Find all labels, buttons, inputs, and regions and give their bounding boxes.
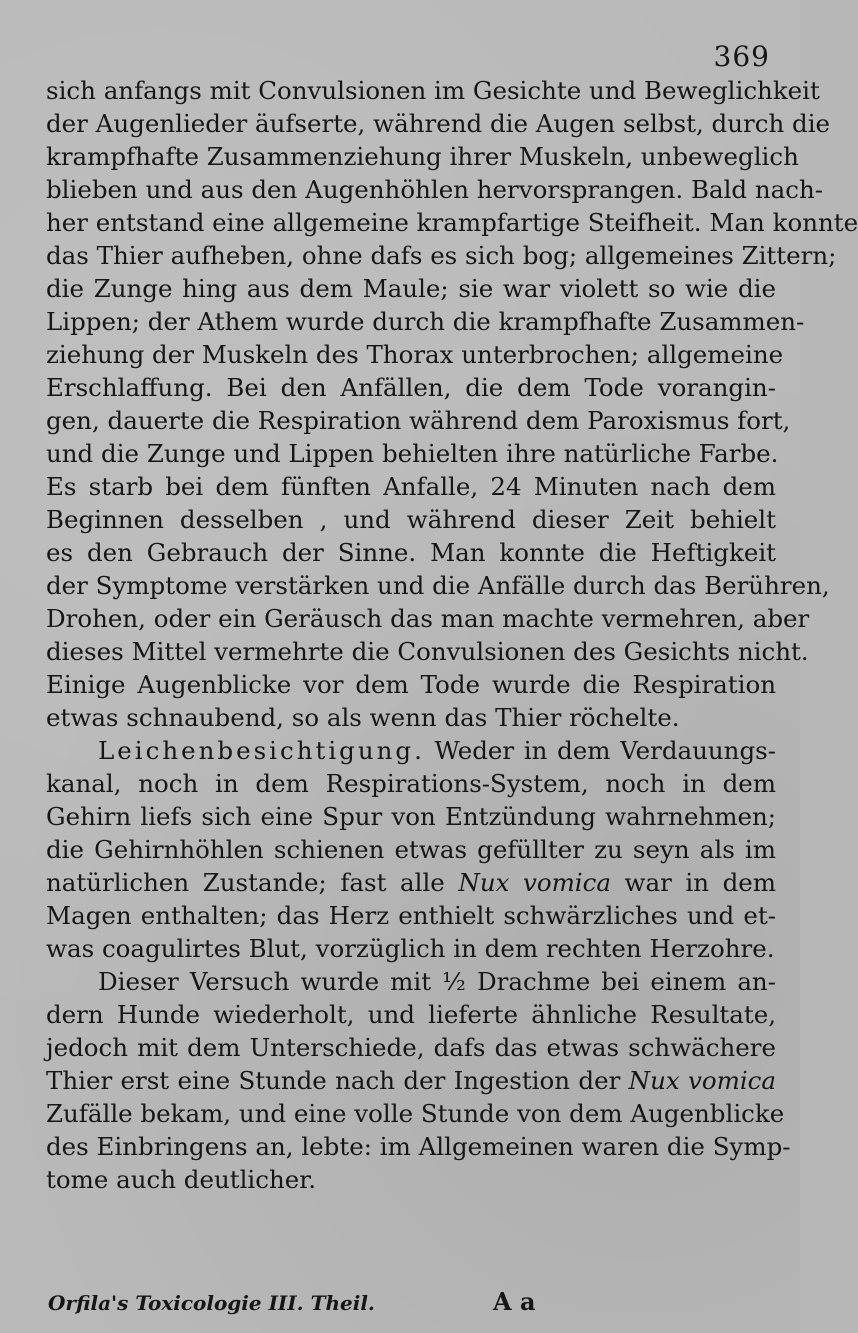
text-line: Erschlaffung. Bei den Anfällen, die dem Tode vorangin- xyxy=(46,373,776,402)
text-line: her entstand eine allgemeine krampfartige Steifheit. Man konnte xyxy=(46,208,858,237)
italic-term: Nux vomica xyxy=(458,868,611,897)
section-heading: Leichenbesichtigung. xyxy=(98,736,425,765)
text-line: Magen enthalten; das Herz enthielt schwärzliches und et- xyxy=(46,901,776,930)
text-fragment: Thier erst eine Stunde nach der Ingestion der xyxy=(46,1066,629,1095)
text-line xyxy=(46,1064,776,1097)
text-line: die Zunge hing aus dem Maule; sie war violett so wie die xyxy=(46,274,776,303)
text-line: blieben und aus den Augenhöhlen hervorsprangen. Bald nach- xyxy=(46,175,824,204)
italic-term: Nux vomica xyxy=(628,1066,776,1095)
text-fragment: Weder in dem Verdauungs- xyxy=(424,736,776,765)
page-number: 369 xyxy=(713,40,770,73)
body-text xyxy=(46,74,858,1196)
text-fragment: war in dem xyxy=(610,868,776,897)
page-footer xyxy=(48,1283,748,1323)
text-line: die Gehirnhöhlen schienen etwas gefüllter zu seyn als im xyxy=(46,835,776,864)
text-line: Drohen, oder ein Geräusch das man machte vermehren, aber xyxy=(46,604,810,633)
text-line: und die Zunge und Lippen behielten ihre natürliche Farbe. xyxy=(46,439,779,468)
text-line: was coagulirtes Blut, vorzüglich in dem rechten Herzohre. xyxy=(46,934,775,963)
text-line: Einige Augenblicke vor dem Tode wurde die Respiration xyxy=(46,670,776,699)
text-line: Zufälle bekam, und eine volle Stunde von dem Augenblicke xyxy=(46,1099,785,1128)
text-line xyxy=(46,866,776,899)
text-line: das Thier aufheben, ohne dafs es sich bog; allgemeines Zittern; xyxy=(46,241,837,270)
text-line: krampfhafte Zusammenziehung ihrer Muskeln, unbeweglich xyxy=(46,142,799,171)
text-line: gen, dauerte die Respiration während dem Paroxismus fort, xyxy=(46,406,791,435)
text-line: des Einbringens an, lebte: im Allgemeinen waren die Symp- xyxy=(46,1132,791,1161)
text-line: es den Gebrauch der Sinne. Man konnte die Heftigkeit xyxy=(46,538,776,567)
text-line: Beginnen desselben , und während dieser Zeit behielt xyxy=(46,505,776,534)
text-line: Lippen; der Athem wurde durch die krampfhafte Zusammen- xyxy=(46,307,805,336)
text-line: Es starb bei dem fünften Anfalle, 24 Minuten nach dem xyxy=(46,472,776,501)
text-line: jedoch mit dem Unterschiede, dafs das etwas schwächere xyxy=(46,1033,776,1062)
text-line xyxy=(46,734,776,767)
text-line: dieses Mittel vermehrte die Convulsionen des Gesichts nicht. xyxy=(46,637,809,666)
text-line: der Augenlieder äufserte, während die Augen selbst, durch die xyxy=(46,109,831,138)
signature-mark: A a xyxy=(493,1287,536,1316)
footer-title: Orfila's Toxicologie III. Theil. xyxy=(48,1291,375,1315)
text-line: dern Hunde wiederholt, und lieferte ähnliche Resultate, xyxy=(46,1000,776,1029)
text-line: ziehung der Muskeln des Thorax unterbrochen; allgemeine xyxy=(46,340,784,369)
text-line: Dieser Versuch wurde mit ½ Drachme bei einem an- xyxy=(98,967,776,996)
text-fragment: natürlichen Zustande; fast alle xyxy=(46,868,459,897)
text-line: Gehirn liefs sich eine Spur von Entzündung wahrnehmen; xyxy=(46,802,776,831)
text-line: kanal, noch in dem Respirations-System, noch in dem xyxy=(46,769,776,798)
text-line: tome auch deutlicher. xyxy=(46,1165,317,1194)
text-line: der Symptome verstärken und die Anfälle durch das Berühren, xyxy=(46,571,830,600)
text-line: sich anfangs mit Convulsionen im Gesichte und Beweglichkeit xyxy=(46,76,820,105)
text-line: etwas schnaubend, so als wenn das Thier röchelte. xyxy=(46,703,680,732)
